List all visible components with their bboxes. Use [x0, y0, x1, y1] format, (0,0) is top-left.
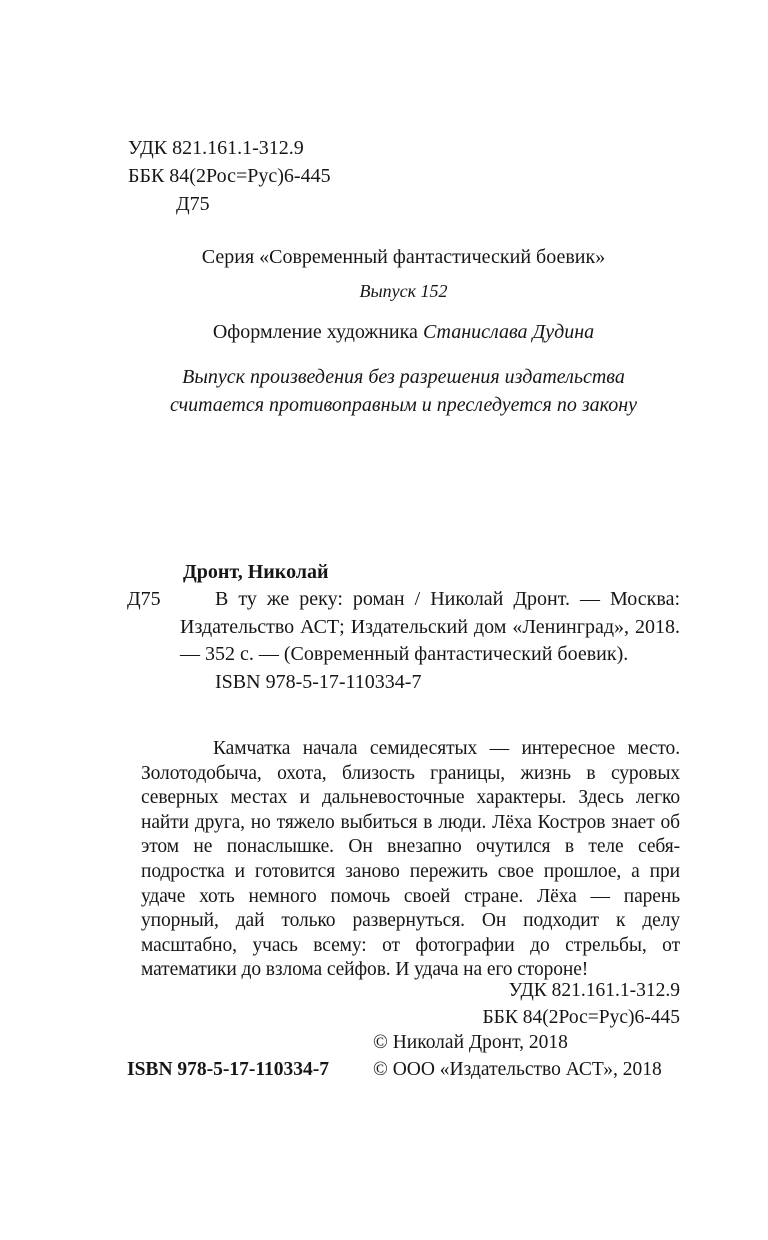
udk-index-bottom: УДК 821.161.1-312.9 — [508, 980, 680, 1001]
designer-credit-prefix: Оформление художника — [212, 321, 423, 343]
designer-credit — [127, 318, 680, 346]
isbn-bottom: ISBN 978-5-17-110334-7 — [127, 1058, 330, 1080]
legal-notice: Выпуск произведения без разрешения издательства считается противоправным и преследуется по закону — [169, 366, 638, 416]
author-sign: Д75 — [176, 193, 210, 215]
copyright-publisher: © ООО «Издательство АСТ», 2018 — [373, 1058, 662, 1080]
catalog-description: В ту же реку: роман / Николай Дронт. — Москва: Издательство АСТ; Издательский дом «Ленинград», 2018. — 352 с. — (Современный фантастический боевик). — [180, 588, 680, 666]
catalog-author: Дронт, Николай — [183, 561, 329, 583]
bbk-index: ББК 84(2Рос=Рус)6-445 — [128, 165, 331, 187]
designer-name: Станислава Дудина — [422, 321, 595, 343]
copyright-lines — [373, 1030, 768, 1083]
series-title: Серия «Современный фантастический боевик» — [201, 246, 606, 268]
copyright-block — [0, 1030, 768, 1090]
bbk-index-bottom: ББК 84(2Рос=Рус)6-445 — [482, 1007, 680, 1028]
bottom-bibliographic-block — [127, 977, 680, 1031]
udk-index: УДК 821.161.1-312.9 — [128, 137, 304, 159]
catalog-entry — [127, 586, 680, 668]
series-issue: Выпуск 152 — [359, 281, 448, 301]
copyright-author: © Николай Дронт, 2018 — [373, 1032, 568, 1053]
catalog-card — [127, 559, 680, 696]
catalog-isbn: ISBN 978-5-17-110334-7 — [215, 670, 422, 693]
annotation-text: Камчатка начала семидесятых — интересное место. Золотодобыча, охота, близость границы, жизнь в суровых северных местах и дальневосточные характеры. Здесь легко найти друга, но тяжело выбиться в люди. Лёха Костров знает об этом не понаслышке. Он внезапно очутился в теле себя-подростка и готовится заново пережить свое прошлое, а при удаче хоть немного помочь своей стране. Лёха — парень упорный, дай только развернуться. Он подходит к делу масштабно, учась всему: от фотографии до стрельбы, от математики до взлома сейфов. И удача на его стороне! — [141, 738, 680, 981]
top-bibliographic-block — [128, 134, 331, 218]
catalog-author-sign: Д75 — [127, 588, 161, 611]
